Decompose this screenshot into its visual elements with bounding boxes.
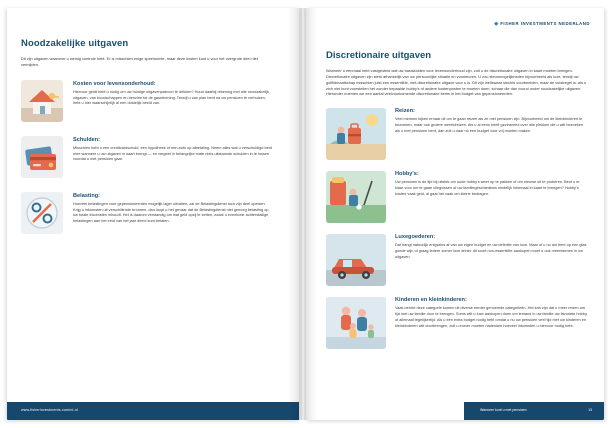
item-text: Uw pensioen is de tijd bij uitstek om oude hobby's weer op te pakken of om nieuwe uit te proberen. Bent u er klaar voor om te gaan vliegvissen of uw familiegeschiedenis eindelijk helemaal in kaart te brengen? Hobby's kosten vaak geld, al gaat het vaak om kleine bedragen. [395,180,580,196]
right-page-content [326,50,588,360]
item-heading: Reizen: [395,108,415,115]
discretionary-expense-body [395,234,588,286]
item-text: Dat hangt natuurlijk enigszins af van uw eigen budget en uw definitie van luxe. Maar of u nu dol bent op een glas goede wijn of graag iedere zomer luxe drinkt: dit soort non-essentiële aankopen moet u ook meerekenen in uw uitgaven. [395,243,587,259]
right-page [306,8,604,420]
travel-suitcase-icon [326,108,386,160]
left-page-content [21,38,273,248]
percent-icon [21,192,63,234]
discretionary-expense-item [326,234,588,286]
discretionary-expense-item [326,171,588,223]
item-heading: Schulden: [73,136,101,143]
item-heading: Kosten voor levensonderhoud: [73,80,156,87]
necessary-expense-body [73,136,273,178]
necessary-expense-body [73,192,273,234]
item-heading: Luxegoederen: [395,234,436,241]
item-heading: Kinderen en kleinkinderen: [395,297,467,304]
item-heading: Belasting: [73,192,101,199]
footer-chapter-title: Wanneer kunt u met pensioen [480,408,527,412]
necessary-expense-body [73,80,273,122]
left-page [7,8,299,420]
discretionary-expense-body [395,297,588,349]
necessary-expense-item [21,80,273,122]
item-text: Hiervoor geldt hebt u nodig om uw huidige uitgavenpatroon te dekken? Houd daarbij rekening met alle noodzakelijk uitgaven, van boodschappen en benzine tot de gasrekening. Terwijl u van plan bent na uw pensioen te verhuizen, hebt u hier waarschijnlijk al een duidelijk beeld van. [73,89,269,106]
brand-header-text: FISHER INVESTMENTS NEDERLAND [500,21,590,26]
footer-website: www.fisherinvestments.com/nl-nl [21,408,78,412]
discretionary-expense-body [395,108,588,160]
item-text: Veel mensen kijken ernaar uit om te gaan reizen als ze met pensioen zijn. Bijvoorbeeld om de kleinkinderen te bezoeken, maar ook grotere wereldreizen. Als u al eens heeft gezinsreed over alle plekken die u wilt bezoeken als u met pensioen bent, dan zult u daar nú een budget voor vrij moeten maken. [395,117,584,133]
discretionary-expense-item [326,108,588,160]
luxury-car-icon [326,234,386,286]
brand-header [494,21,590,27]
house-key-icon [21,80,63,122]
right-page-intro: Wanneer u eenmaal hebt vastgesteld wat uw basiskosten voor levensonderhoud zijn, zult u de discretionaire uitgaven in kaart moeten brengen. Discretionaire uitgaven zijn sterk afhankelijk van uw persoonlijke situatie en voorkeuren. U zou steunmogelijkheden bijvoorbeeld als luxe, terwijl uw golflidmaatschap misschien juist een essentiële, niet-discretionaire uitgave voor u is. Dit zijn weliswaar slechts voorbeelden, maar de vuistregel is: als u zich niet kunt voorstellen het zonder bepaalde hobby's of andere kostenposten te moeten doen, schaar die dan voorul onder noodzakelijke uitgaven. Hieronder noemen we een aantal veelvoorkomende discretionaire items in het budget van gepensioneerden: [326,68,587,97]
necessary-expense-item [21,192,273,234]
right-page-footer [464,402,604,420]
right-page-title: Discretionaire uitgaven [326,50,432,61]
footer-page-number: 13 [588,408,592,412]
item-heading: Hobby's: [395,171,419,178]
item-text: Vaak behört deze categorie komen uit diverse eerder genoemde categorieën. Het kan zijn dat u meer reizen om tijd met uw familie door te brengen. Soms wilt u luxe aankopen doen om iemand in uw familie uw favoriete hobby, of allemaal tegelijkertijd. Als u één extra budget nodig hebt omdat u nu uw pensioen veel tijd met uw kinderen en kleinkinderen wilt doorbrengen, zult u erover moeten nadenken hoeveel inkomsten u hiervoor nodig hebt. [395,306,588,328]
family-children-icon [326,297,386,349]
discretionary-expense-item [326,297,588,349]
left-page-footer [7,402,299,420]
brand-mark-icon: ◆ [494,21,499,27]
golf-hobby-icon [326,171,386,223]
credit-cards-icon [21,136,63,178]
necessary-expense-item [21,136,273,178]
left-page-intro: Dit zijn uitgaven waarover u weinig controle hebt. Er is misschien enige speelruimte, maar deze kosten kunt u voor het overgrote deel niet vermijden. [21,56,258,67]
discretionary-expense-body [395,171,588,223]
left-page-title: Noodzakelijke uitgaven [21,38,129,49]
item-text: Hoeveel belastingen voor gepensioneerden mogelijk lager uitvallen, zal de Belastingdienst toch zijn deel opeisen. Krijg u inkomsten uit verschillende bronnen, dan loopt u het gevaar dat de Belastingdienst niet genoeg belasting op uw totale inkomsten inhoudt. Het is daarom verstandig om wat geld opzij te zetten, zodat u eventuele achterstallige belastingen aan het eind van het jaar direct kunt betalen. [73,201,269,224]
item-text: Misschien hebt u een creditcardschuld, een hypotheek of een auto op afbetaling. Neem alles wat u verschuldigd bent mee wanneer u uw uitgaven in kaart brengt — en vergeet in belangrijke mate niets uitstaande schulden in te lossen voordat u met pensioen gaat. [73,145,272,162]
